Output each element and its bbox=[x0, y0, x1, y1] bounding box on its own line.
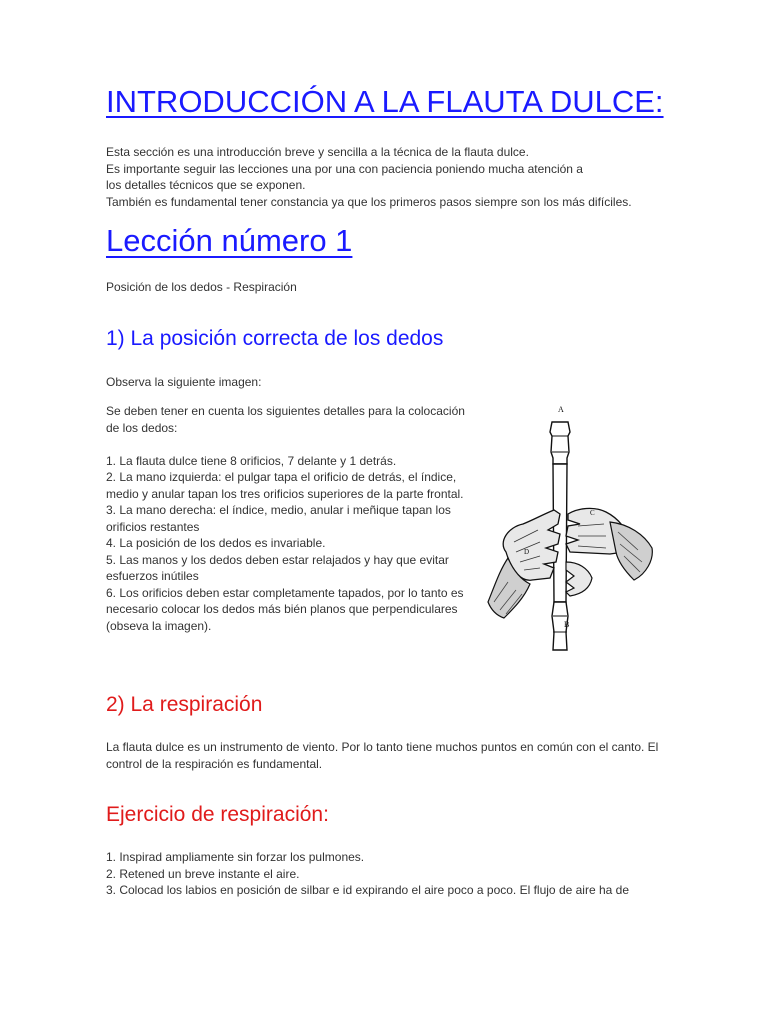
lesson-title: Lección número 1 bbox=[106, 223, 353, 258]
section-heading-fingers: 1) La posición correcta de los dedos bbox=[106, 327, 444, 350]
recorder-hands-illustration bbox=[478, 402, 658, 660]
lesson-subtitle: Posición de los dedos - Respiración bbox=[106, 280, 297, 294]
details-intro: Se deben tener en cuenta los siguientes detalles para la colocación de los dedos: bbox=[106, 404, 465, 435]
detail-item: 2. La mano izquierda: el pulgar tapa el orificio de detrás, el índice, medio y anular tapan los tres orificios superiores de la parte frontal. bbox=[106, 470, 464, 501]
observe-text: Observa la siguiente imagen: bbox=[106, 375, 262, 389]
exercise-steps bbox=[106, 849, 706, 899]
detail-item: 4. La posición de los dedos es invariable. bbox=[106, 536, 326, 550]
figure-label-c: C bbox=[590, 509, 595, 517]
figure-label-d: D bbox=[524, 548, 530, 556]
intro-line: los detalles técnicos que se exponen. bbox=[106, 178, 306, 192]
section-heading-breathing: 2) La respiración bbox=[106, 693, 263, 716]
figure-label-a: A bbox=[558, 405, 564, 414]
breathing-text: La flauta dulce es un instrumento de viento. Por lo tanto tiene muchos puntos en común con el canto. El control de la respiración es fundamental. bbox=[106, 740, 659, 771]
intro-line: Es importante seguir las lecciones una por una con paciencia poniendo mucha atención a bbox=[106, 161, 583, 176]
finger-details bbox=[106, 403, 476, 634]
detail-item: 3. La mano derecha: el índice, medio, anular i meñique tapan los orificios restantes bbox=[106, 503, 451, 534]
page-title: INTRODUCCIÓN A LA FLAUTA DULCE: bbox=[106, 84, 664, 119]
detail-item: 1. La flauta dulce tiene 8 orificios, 7 delante y 1 detrás. bbox=[106, 453, 397, 468]
intro-line: Esta sección es una introducción breve y sencilla a la técnica de la flauta dulce. bbox=[106, 145, 529, 159]
detail-item: 5. Las manos y los dedos deben estar relajados y hay que evitar esfuerzos inútiles bbox=[106, 552, 449, 583]
intro-paragraph bbox=[106, 144, 706, 210]
figure-label-b: B bbox=[564, 620, 570, 629]
breathing-paragraph bbox=[106, 739, 666, 772]
intro-line: También es fundamental tener constancia ya que los primeros pasos siempre son los más difíciles. bbox=[106, 194, 632, 209]
section-heading-exercise: Ejercicio de respiración: bbox=[106, 803, 329, 826]
exercise-step: 3. Colocad los labios en posición de silbar e id expirando el aire poco a poco. El flujo de aire ha de bbox=[106, 883, 629, 897]
exercise-step: 1. Inspirad ampliamente sin forzar los pulmones. bbox=[106, 850, 365, 864]
detail-item: 6. Los orificios deben estar completamente tapados, por lo tanto es necesario colocar los dedos más bién planos que perpendiculares (obseva la imagen). bbox=[106, 585, 464, 633]
exercise-step: 2. Retened un breve instante el aire. bbox=[106, 866, 300, 881]
